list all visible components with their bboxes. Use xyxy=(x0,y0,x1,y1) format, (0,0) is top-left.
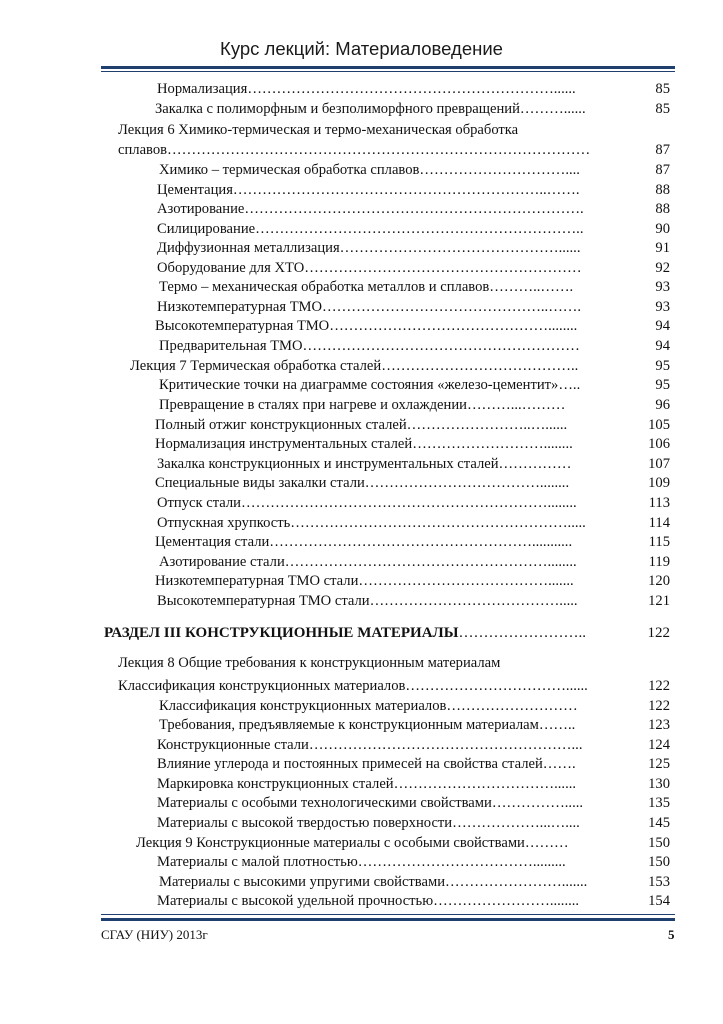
toc-entry: сплавов…………………………………………………………………………… 87 xyxy=(118,142,670,158)
toc-entry: Отпуск стали………………………………………………………........ 113 xyxy=(157,495,670,511)
toc-entry: Азотирование……………………………………………………………. 88 xyxy=(157,201,670,217)
header-rule-thick xyxy=(101,66,675,69)
toc-entry: Требования, предъявляемые к конструкционным материалам…….. 123 xyxy=(159,717,670,733)
footer-left-text: СГАУ (НИУ) 2013г xyxy=(101,927,208,942)
toc-entry: Превращение в сталях при нагреве и охлаждении………...……… 96 xyxy=(159,397,670,413)
footer-rule-thin xyxy=(101,914,675,915)
toc-entry: Низкотемпературная ТМО………………………………………..……. 93 xyxy=(157,299,670,315)
toc-entry: Маркировка конструкционных сталей……………………………...... 130 xyxy=(157,776,670,792)
toc-entry: Классификация конструкционных материалов……………………… 122 xyxy=(159,698,670,714)
toc-entry: Лекция 6 Химико-термическая и термо-механическая обработка xyxy=(118,122,519,138)
toc-entry: Диффузионная металлизация………………………………………...... 91 xyxy=(157,240,670,256)
toc-entry: Классификация конструкционных материалов……………………………...... 122 xyxy=(118,678,670,694)
toc-entry: Термо – механическая обработка металлов и сплавов………..……. 93 xyxy=(159,279,670,295)
toc-entry: Высокотемпературная ТМО стали…………………………………..... 121 xyxy=(157,593,670,609)
toc-entry: Цементация стали………………………………………………........... 115 xyxy=(155,534,670,550)
toc-entry: Высокотемпературная ТМО………………………………………........ 94 xyxy=(155,318,670,334)
toc-entry: Лекция 7 Термическая обработка сталей………………………………….. 95 xyxy=(130,358,670,374)
toc-entry: Лекция 8 Общие требования к конструкционным материалам xyxy=(118,655,501,671)
toc-entry: Материалы с высокими упругими свойствами……………………....... 153 xyxy=(159,874,670,890)
toc-entry: Материалы с особыми технологическими свойствами……………..... 135 xyxy=(157,795,670,811)
toc-entry: Материалы с малой плотностью………………………………......... 150 xyxy=(157,854,670,870)
toc-entry: Отпускная хрупкость…………………………………………………..... 114 xyxy=(157,515,670,531)
header-rule-thin xyxy=(101,71,675,72)
toc-entry: Материалы с высокой удельной прочностью……………………........ 154 xyxy=(157,893,670,909)
toc-entry: Материалы с высокой твердостью поверхности………………...….... 145 xyxy=(157,815,670,831)
toc-entry: Влияние углерода и постоянных примесей на свойства сталей……. 125 xyxy=(157,756,670,772)
section-heading: РАЗДЕЛ III КОНСТРУКЦИОННЫЕ МАТЕРИАЛЫ…………………….. 122 xyxy=(104,625,670,641)
toc-entry: Химико – термическая обработка сплавов………………………….... 87 xyxy=(159,162,670,178)
toc-entry: Нормализация………………………………………………………...... 85 xyxy=(157,81,670,97)
toc-entry: Азотирование стали………………………………………………........ 119 xyxy=(159,554,670,570)
toc-entry: Лекция 9 Конструкционные материалы с особыми свойствами……… 150 xyxy=(136,835,670,851)
toc-entry: Оборудование для ХТО………………………………………………… 92 xyxy=(157,260,670,276)
toc-entry: Закалка конструкционных и инструментальных сталей…………… 107 xyxy=(157,456,670,472)
toc-entry: Полный отжиг конструкционных сталей……………………..…...... 105 xyxy=(155,417,670,433)
toc-entry: Специальные виды закалки стали………………………………........ 109 xyxy=(155,475,670,491)
footer-rule-thick xyxy=(101,918,675,921)
toc-entry: Силицирование………………………………………………………….. 90 xyxy=(157,221,670,237)
page-header: Курс лекций: Материаловедение xyxy=(220,38,503,59)
toc-entry: Низкотемпературная ТМО стали…………………………………....... 120 xyxy=(155,573,670,589)
toc-entry: Цементация………………………………………………………..……. 88 xyxy=(157,182,670,198)
toc-entry: Критические точки на диаграмме состояния «железо-цементит»….. 95 xyxy=(159,377,670,393)
page-number: 5 xyxy=(668,927,675,942)
toc-entry: Закалка с полиморфным и безполиморфного превращений………...... 85 xyxy=(155,101,670,117)
toc-entry: Конструкционные стали………………………………………………... 124 xyxy=(157,737,670,753)
toc-entry: Предварительная ТМО………………………………………………… 94 xyxy=(159,338,670,354)
toc-entry: Нормализация инструментальных сталей………………………........ 106 xyxy=(155,436,670,452)
